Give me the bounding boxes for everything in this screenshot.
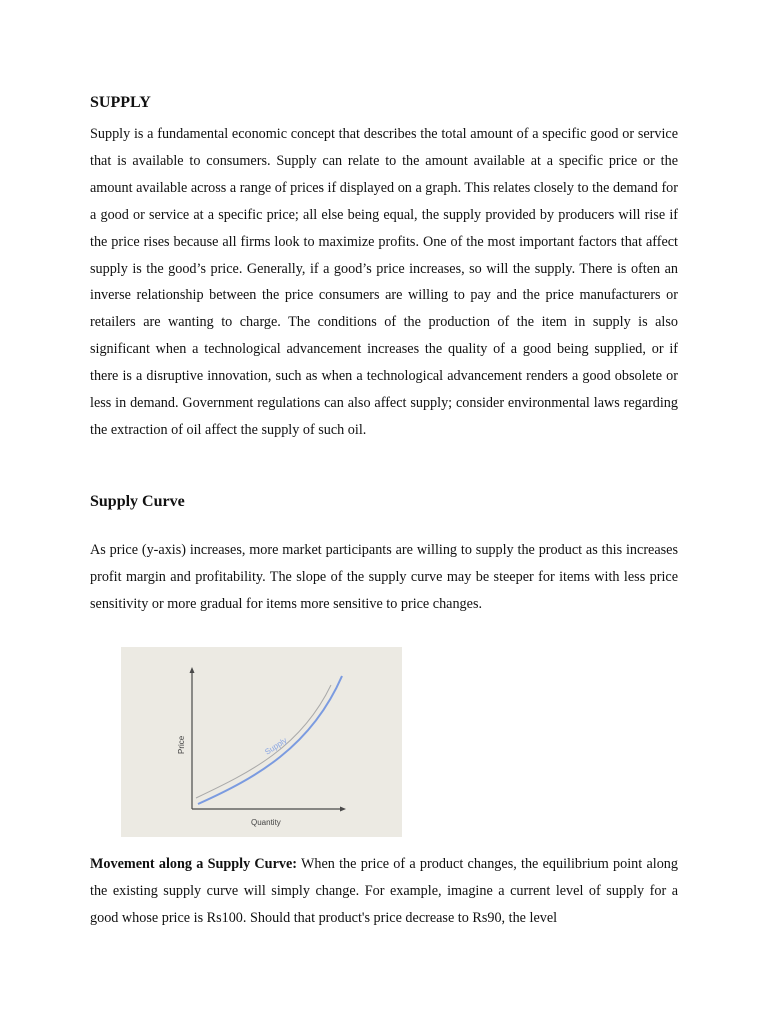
x-axis-arrow	[340, 807, 346, 812]
supply-curve-figure	[121, 647, 402, 837]
movement-text: When the price of a product changes, the equilibrium point along the existing supply curve will simply change. For example, imagine a current level of supply for a good whose price is Rs100. Should that product's price decrease to Rs90, the level	[90, 856, 678, 926]
x-axis-label: Quantity	[251, 818, 281, 827]
supply-curve-shadow	[196, 685, 331, 798]
y-axis-arrow	[190, 667, 195, 673]
intro-paragraph: Supply is a fundamental economic concept that describes the total amount of a specific good or service that is available to consumers. Supply can relate to the amount available at a specific price or the amount available across a range of prices if displayed on a graph. This relates closely to the demand for a good or service at a specific price; all else being equal, the supply provided by producers will rise if the price rises because all firms look to maximize profits. One of the most important factors that affect supply is the good’s price. Generally, if a good’s price increases, so will the supply. There is often an inverse relationship between the price consumers are willing to pay and the price manufacturers or retailers are wanting to charge. The conditions of the production of the item in supply is also significant when a technological advancement increases the quality of a good being supplied, or if there is a disruptive innovation, such as when a technological advancement renders a good obsolete or less in demand. Government regulations can also affect supply; consider environmental laws regarding the extraction of oil affect the supply of such oil.	[90, 126, 678, 438]
movement-lead: Movement along a Supply Curve:	[90, 856, 297, 872]
supply-curve-line	[198, 676, 342, 804]
supply-curve-graph	[121, 647, 402, 837]
y-axis-label: Price	[177, 735, 186, 754]
section-heading: Supply Curve	[90, 493, 185, 510]
movement-paragraph	[90, 851, 678, 932]
curve-paragraph: As price (y-axis) increases, more market participants are willing to supply the product as this increases profit margin and profitability. The slope of the supply curve may be steeper for items with less price sensitivity or more gradual for items more sensitive to price changes.	[90, 542, 678, 612]
curve-label: Supply	[263, 735, 289, 757]
page-title: SUPPLY	[90, 94, 151, 111]
